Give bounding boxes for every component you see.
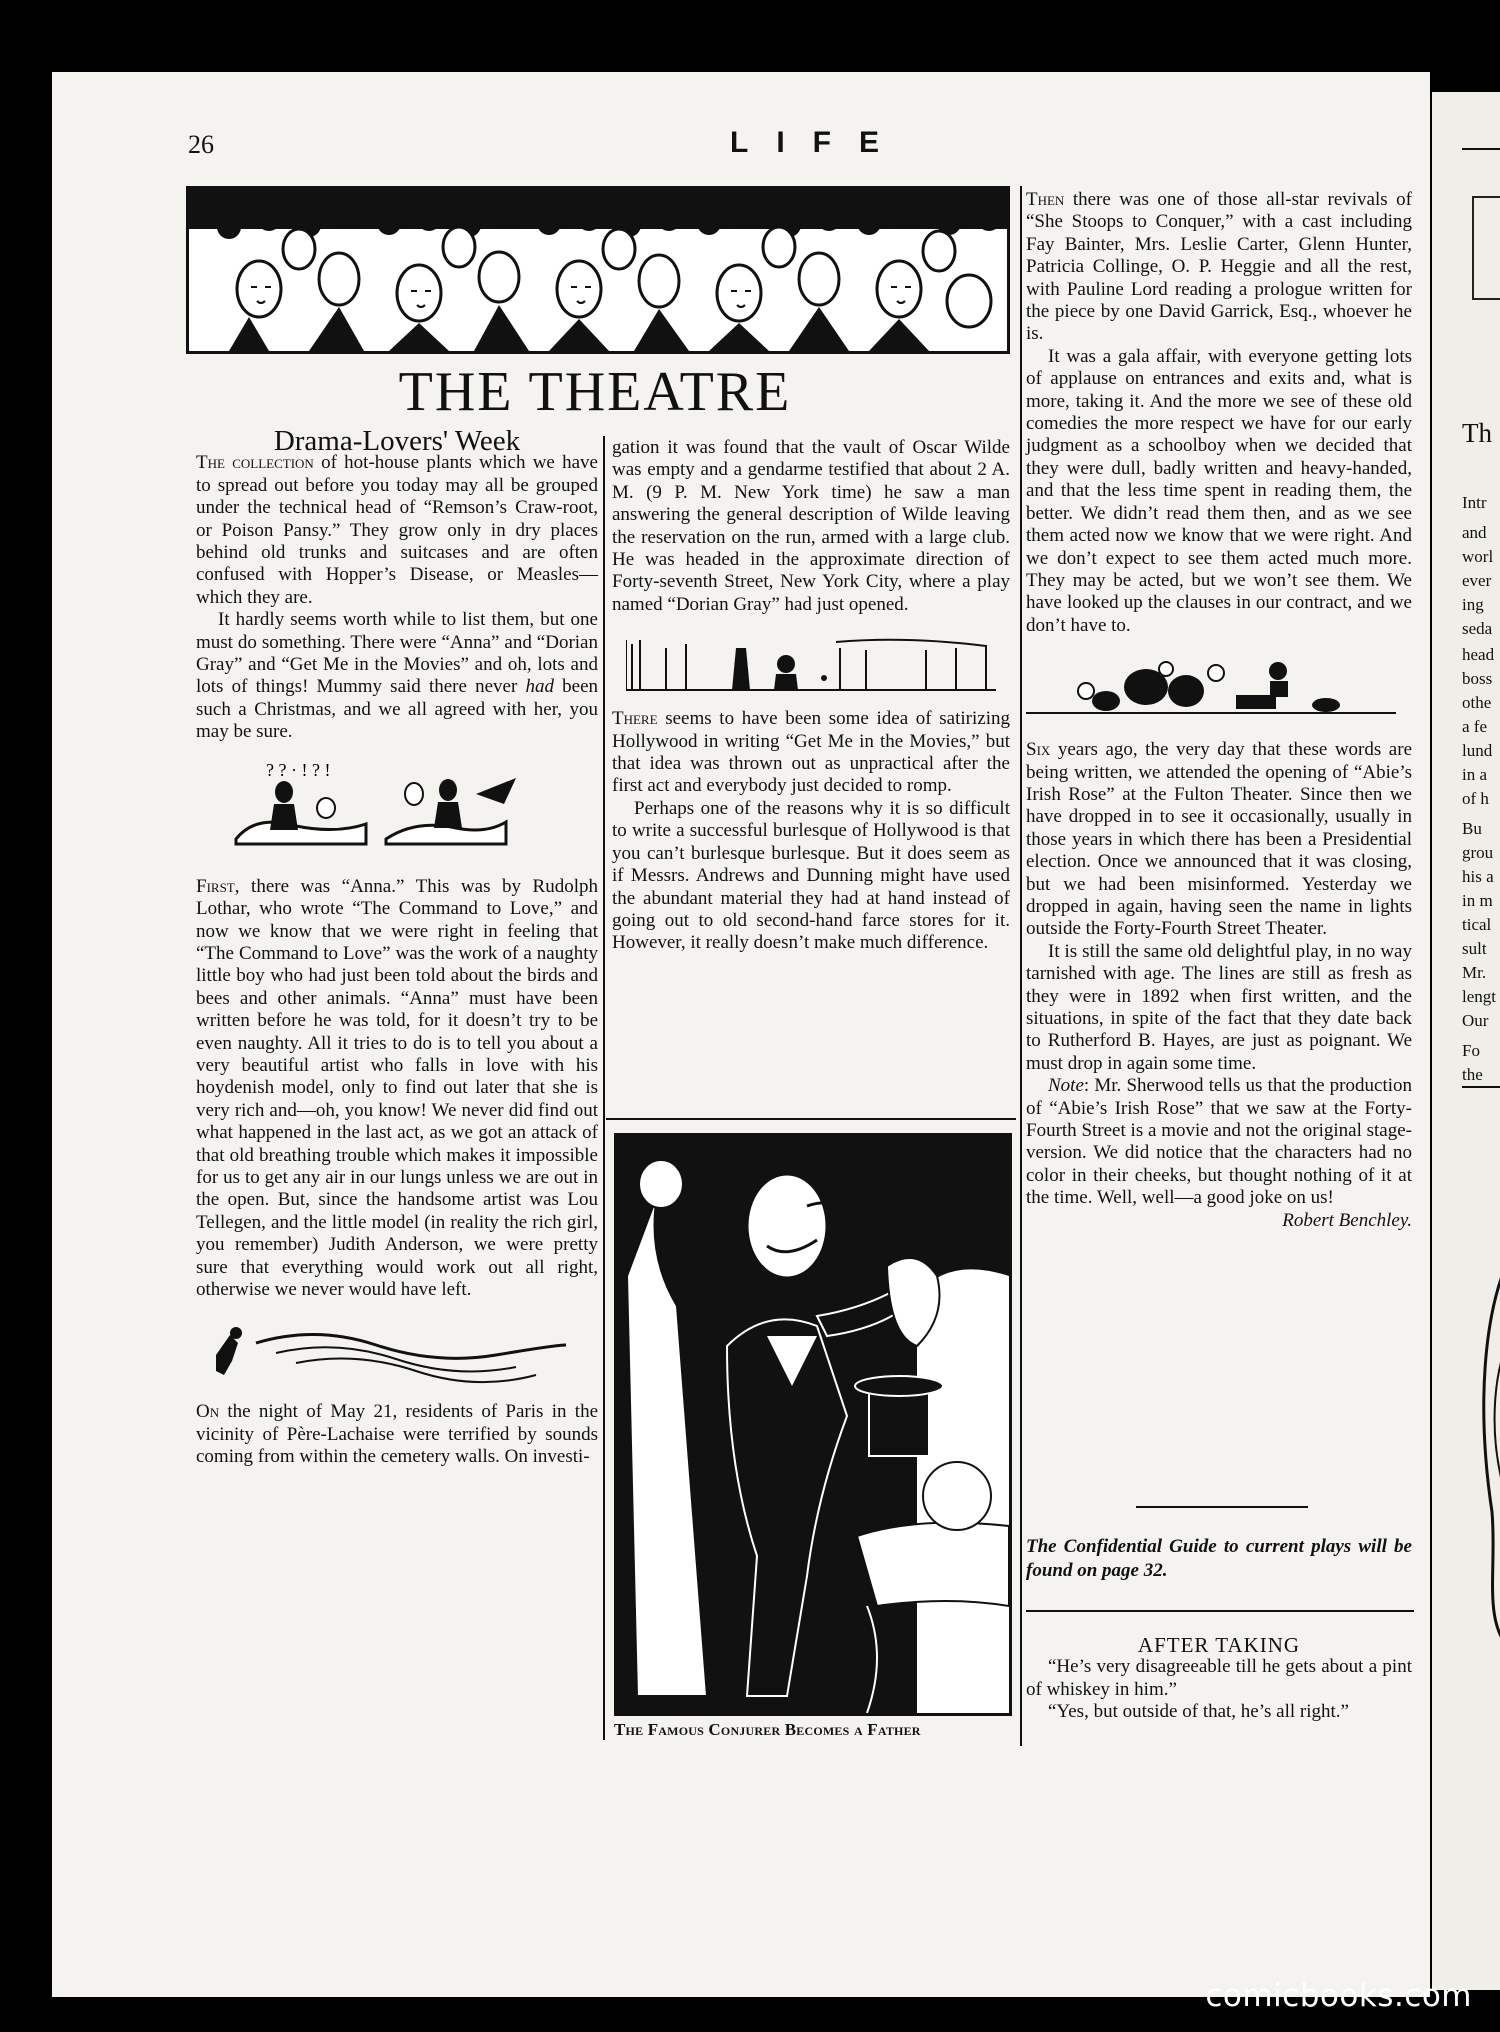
- adjacent-title: Th: [1462, 418, 1492, 448]
- paragraph-text: : Mr. Sherwood tells us that the production of “Abie’s Irish Rose” that we saw at the Forty-Fourth Street is a movie and not the original stage-version. We did notice that the characters had no color in their cheeks, but thought nothing of it at the time. Well, well—a good joke on us!: [1026, 1075, 1412, 1209]
- adjacent-text-fragment: lengt: [1462, 987, 1496, 1006]
- paragraph: Perhaps one of the reasons why it is so difficult to write a successful burlesque of Hollywood is that you can’t burlesque burlesque. But it does seem as if Messrs. Andrews and Dunning might have used the abundant material they had at hand instead of going out to old second-hand farce stores for it. However, it really doesn’t make much difference.: [612, 797, 1010, 954]
- lead-in: Six: [1026, 739, 1051, 761]
- paragraph-text: It hardly seems worth while to list them, but one must do something. There were “Anna” and “Dorian Gray” and “Get Me in the Movies” and oh, lots and lots of things! Mummy said there never: [196, 609, 598, 698]
- adjacent-text-fragment: lund: [1462, 741, 1493, 760]
- page-number: 26: [188, 130, 214, 159]
- paragraph: [1026, 189, 1412, 346]
- watermark: comicbooks.com: [1205, 1978, 1472, 2014]
- adjacent-text-fragment: in a: [1462, 765, 1488, 784]
- masthead: LIFE: [730, 126, 907, 159]
- column-divider: [1020, 186, 1022, 1746]
- lead-in: There: [612, 708, 658, 730]
- paragraph: “He’s very disagreeable till he gets about a pint of whiskey in him.”: [1026, 1656, 1412, 1700]
- adjacent-text-fragment: head: [1462, 645, 1495, 664]
- horizontal-rule: [1026, 1610, 1414, 1612]
- column-divider: [603, 436, 605, 1740]
- subheadline: Drama-Lovers' Week: [273, 425, 521, 457]
- paragraph-text: of hot-house plants which we have to spread out before you today may all be grouped under the technical head of “Remson’s Craw-root, or Poison Pansy.” They grow only in dry places behind old trunks and suitcases and are often confused with Hopper’s Disease, or Measles—which they are.: [196, 452, 598, 608]
- column-1: [196, 425, 599, 1469]
- paragraph: [1026, 1075, 1412, 1231]
- paragraph: It was a gala affair, with everyone getting lots of applause on entrances and exits and, what is more, taking it. And the more we see of these old comedies the more respect we have for our early judgment as a schoolboy when we decided that they were dull, badly written and heavy-handed, and that the less time spent in reading them, the better. We didn’t read them then, and as we see them acted now we know that we were right. And we don’t expect to see them acted much more. They may be acted, but we won’t see them. We have looked up the clauses in our contract, and we don’t have to.: [1026, 345, 1412, 636]
- after-taking-joke: [1026, 1634, 1412, 1724]
- section-headline: THE THEATRE: [398, 361, 792, 423]
- paragraph: [196, 609, 598, 743]
- lead-in: First,: [196, 875, 240, 897]
- conjurer-cartoon: [614, 1133, 1012, 1716]
- punctuation-marks: ? ? · ! ? !: [266, 763, 331, 780]
- adjacent-text-fragment: Our: [1462, 1011, 1489, 1030]
- sofa-spot-illustration: [226, 764, 526, 854]
- adjacent-text-fragment: tical: [1462, 915, 1492, 934]
- paragraph-text: been such a Christmas, and we all agreed with her, you may be sure.: [196, 676, 599, 743]
- guide-notice: The Confidential Guide to current plays will be found on page 32.: [1026, 1536, 1412, 1581]
- adjacent-text-fragment: grou: [1462, 843, 1494, 862]
- paragraph-text: seems to have been some idea of satirizing Hollywood in writing “Get Me in the Movies,” but that idea was thrown out as unpractical after the first act and everybody just decided to romp.: [612, 708, 1010, 797]
- adjacent-text-fragment: a fe: [1462, 717, 1488, 736]
- adjacent-text-fragment: Intr: [1462, 493, 1487, 512]
- ghost-chase-spot-illustration: [196, 1315, 576, 1385]
- rule: [1462, 148, 1500, 150]
- paragraph-text: years ago, the very day that these words are being written, we attended the opening of “Abie’s Irish Rose” at the Fulton Theater. Since then we have dropped in to see it occasionally, usually in those years in which there has been a Presidential election. Once we announced that it was closing, but we had been misinformed. Yesterday we dropped in again, having seen the name in lights outside the Forty-Fourth Street Theater.: [1026, 739, 1412, 940]
- paragraph: “Yes, but outside of that, he’s all right.”: [1048, 1701, 1349, 1723]
- paragraph: [1026, 739, 1412, 941]
- adjacent-illustration: [1472, 1252, 1500, 1652]
- cartoon-caption: The Famous Conjurer Becomes a Father: [614, 1720, 921, 1739]
- paragraph: gation it was found that the vault of Oscar Wilde was empty and a gendarme testified that about 2 A. M. (9 P. M. New York time) he saw a man answering the general description of Wilde leaving the reservation on the run, armed with a large club. He was headed in the approximate direction of Forty-seventh Street, New York City, where a play named “Dorian Gray” had just opened.: [612, 437, 1010, 615]
- adjacent-illustration: [1472, 196, 1500, 300]
- adjacent-text-fragment: boss: [1462, 669, 1493, 688]
- adjacent-text-fragment: Fo: [1462, 1041, 1480, 1060]
- adjacent-text-fragment: worl: [1462, 547, 1494, 566]
- adjacent-text-fragment: in m: [1462, 891, 1493, 910]
- paragraph-text: there was one of those all-star revivals of “She Stoops to Conquer,” with a cast including Fay Bainter, Mrs. Leslie Carter, Glenn Hunter, Patricia Collinge, O. P. Heggie and all the rest, with Pauline Lord reading a prologue written for the piece by one David Garrick, Esq., whoever he is.: [1026, 189, 1412, 345]
- adjacent-text-fragment: ing: [1462, 595, 1484, 614]
- adjacent-text-fragment: Bu: [1462, 819, 1482, 838]
- author-signature: Robert Benchley.: [1282, 1209, 1412, 1231]
- paragraph: It is still the same old delightful play, in no way tarnished with age. The lines are still as fresh as they were in 1892 when first written, and the situations, in spite of the fact that they date back to Rutherford B. Hayes, are just as poignant. We must drop in again some time.: [1026, 940, 1412, 1074]
- emphasis: had: [525, 676, 554, 698]
- adjacent-text-fragment: ever: [1462, 571, 1492, 590]
- adjacent-text-fragment: of h: [1462, 789, 1489, 808]
- paragraph: [612, 708, 1010, 798]
- audience-crowd-spot-illustration: [1026, 651, 1396, 721]
- column-3: [1026, 189, 1412, 1232]
- paragraph: [196, 876, 598, 1302]
- adjacent-page-fragment: [1432, 92, 1500, 1990]
- adjacent-text-fragment: seda: [1462, 619, 1493, 638]
- joke-title: AFTER TAKING: [1137, 1633, 1301, 1657]
- lead-in: The collection: [196, 452, 314, 474]
- adjacent-text-fragment: the: [1462, 1065, 1483, 1084]
- horizontal-rule: [1136, 1506, 1308, 1508]
- adjacent-text-fragment: sult: [1462, 939, 1487, 958]
- column-2: [612, 437, 1010, 955]
- adjacent-text-fragment: othe: [1462, 693, 1492, 712]
- lead-in: On: [196, 1401, 220, 1423]
- audience-illustration: [186, 186, 1010, 354]
- note-label: Note: [1048, 1075, 1084, 1097]
- lead-in: Then: [1026, 189, 1065, 210]
- adjacent-text-fragment: and: [1462, 523, 1487, 542]
- stage-spot-illustration: [626, 634, 996, 694]
- horizontal-rule: [606, 1118, 1016, 1120]
- paragraph-text: the night of May 21, residents of Paris in the vicinity of Père-Lachaise were terrified by sounds coming from within the cemetery walls. On investi-: [196, 1401, 598, 1468]
- paragraph-text: there was “Anna.” This was by Rudolph Lothar, who wrote “The Command to Love,” and now we know that we were right in feeling that “The Command to Love” was the work of a naughty little boy who had just been told about the birds and bees and other animals. “Anna” must have been written before he was told, for it doesn’t try to be even naughty. All it tries to do is to tell you about a very beautiful artist who falls in love with his hoydenish model, only to find out later that she is very rich and—oh, you know! We never did find out what happened in the last act, as we got an attack of that old breathing trouble which makes it impossible for us to get any air in our lungs unless we are out in the open. But, since the handsome artist was Lou Tellegen, and the little model (in reality the rich girl, you remember) Judith Anderson, we were pretty sure that everything would work out all right, otherwise we never would have left.: [196, 875, 598, 1300]
- paragraph: [196, 452, 598, 609]
- adjacent-text-fragment: his a: [1462, 867, 1494, 886]
- rule: [1462, 1086, 1500, 1088]
- adjacent-text-fragment: Mr.: [1462, 963, 1487, 982]
- paragraph: [196, 1401, 598, 1468]
